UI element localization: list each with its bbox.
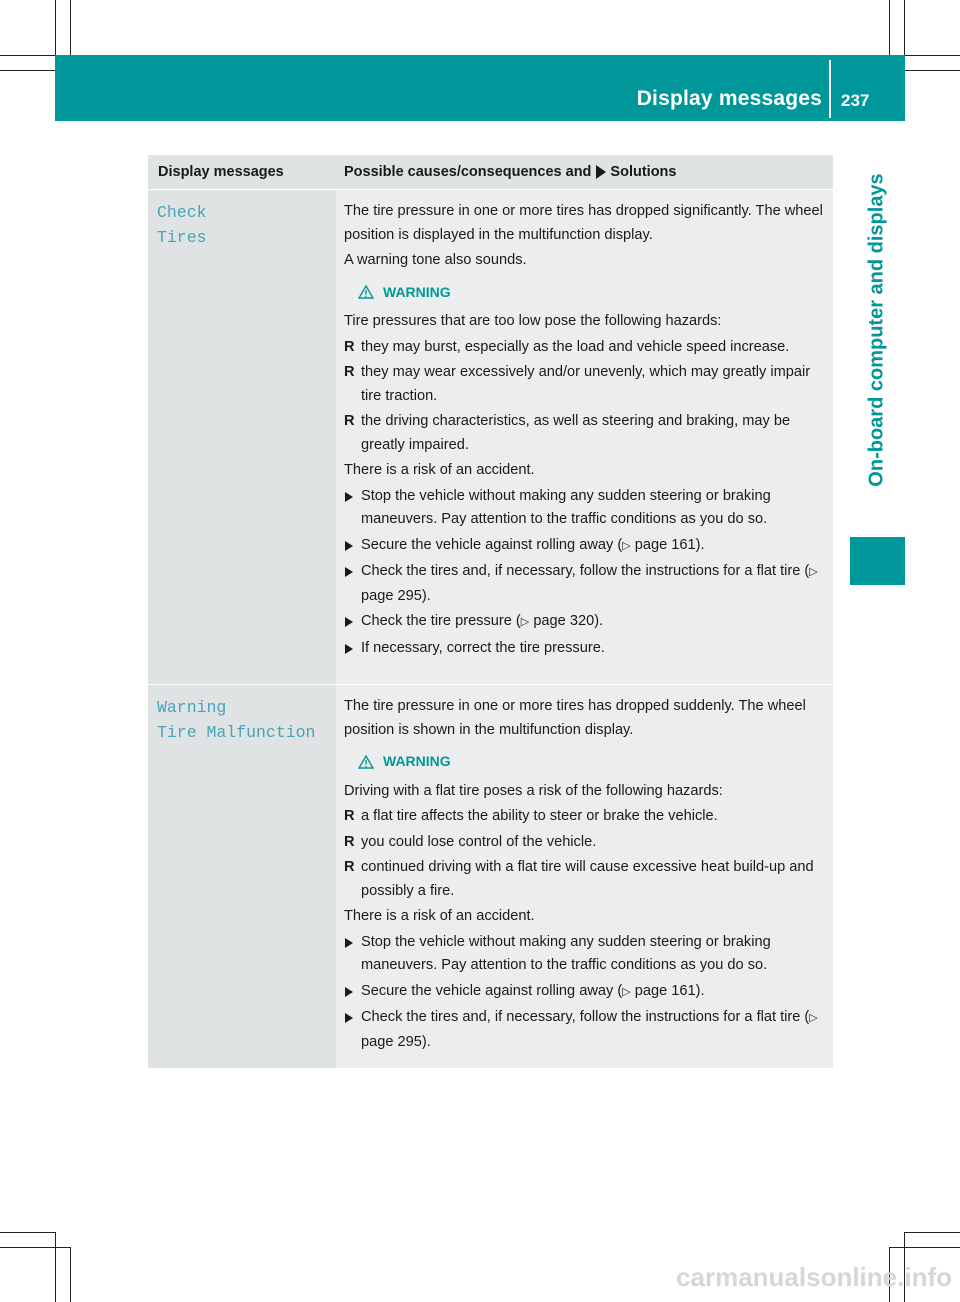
warning-triangle-icon	[358, 285, 374, 299]
display-message-line: Warning	[157, 698, 227, 717]
warning-label: WARNING	[383, 283, 451, 300]
hazard-text: a flat tire affects the ability to steer or brake the vehicle.	[361, 808, 718, 824]
hazard-item	[344, 410, 827, 457]
step-item	[344, 610, 827, 635]
crop-mark	[890, 1247, 960, 1248]
hazard-item	[344, 361, 827, 408]
step-text: Check the tires and, if necessary, follow the instructions for a flat tire (	[361, 1009, 810, 1025]
display-message-line: Tire Malfunction	[157, 723, 316, 742]
causes-cell	[336, 190, 833, 684]
page-ref-link[interactable]: page 295).	[361, 587, 431, 604]
page-ref-icon: ▷	[809, 566, 818, 578]
hazard-text: you could lose control of the vehicle.	[361, 833, 597, 850]
step-text: If necessary, correct the tire pressure.	[361, 639, 605, 656]
column-header-causes	[336, 164, 833, 180]
page-title: Display messages	[636, 87, 822, 110]
display-messages-table	[148, 155, 833, 1068]
step-arrow-icon	[345, 492, 353, 502]
watermark: carmanualsonline.info	[676, 1262, 952, 1292]
crop-mark	[0, 1232, 55, 1233]
bullet-icon: R	[344, 833, 355, 850]
page-ref-icon: ▷	[809, 1012, 818, 1024]
step-item	[344, 534, 827, 559]
step-text: Check the tires and, if necessary, follow the instructions for a flat tire (	[361, 563, 810, 579]
warning-triangle-icon	[358, 755, 374, 769]
step-arrow-icon	[345, 938, 353, 948]
hazard-item	[344, 856, 827, 903]
hazard-intro: Driving with a flat tire poses a risk of the following hazards:	[344, 782, 723, 799]
crop-mark	[55, 1232, 56, 1302]
warning-heading	[358, 750, 827, 774]
step-text: Stop the vehicle without making any sudden steering or braking maneuvers. Pay attention to the traffic conditions as you do so.	[361, 487, 771, 527]
risk-text: There is a risk of an accident.	[344, 462, 535, 478]
step-arrow-icon	[345, 644, 353, 654]
column-header-causes-text: Possible causes/consequences and	[344, 164, 592, 180]
hazard-intro: Tire pressures that are too low pose the following hazards:	[344, 313, 722, 329]
bullet-icon: R	[344, 364, 355, 380]
step-item	[344, 1006, 827, 1054]
crop-mark	[889, 0, 890, 55]
step-item	[344, 980, 827, 1005]
table-row	[148, 684, 833, 1068]
crop-mark	[70, 0, 71, 55]
step-item	[344, 931, 827, 978]
page-ref-link[interactable]: page 295).	[361, 1033, 431, 1050]
page-ref-link[interactable]: page 161).	[630, 982, 705, 999]
step-arrow-icon	[345, 1013, 353, 1023]
table-row	[148, 189, 833, 684]
step-arrow-icon	[345, 541, 353, 551]
hazard-item	[344, 831, 827, 855]
page-ref-icon: ▷	[520, 616, 530, 628]
step-arrow-icon	[345, 987, 353, 997]
step-item	[344, 485, 827, 532]
column-header-messages: Display messages	[158, 164, 284, 180]
step-arrow-icon	[345, 567, 353, 577]
display-message-line: Tires	[157, 228, 207, 247]
hazard-item	[344, 336, 827, 360]
bullet-icon: R	[344, 338, 355, 355]
risk-text: There is a risk of an accident.	[344, 908, 535, 924]
page-ref-link[interactable]: page 161).	[630, 536, 705, 553]
hazard-text: continued driving with a flat tire will cause excessive heat build-up and possibly a fire.	[361, 859, 814, 899]
crop-mark	[0, 70, 55, 71]
causes-cell	[336, 685, 833, 1068]
intro-text: A warning tone also sounds.	[344, 252, 527, 268]
warning-heading	[358, 281, 827, 305]
step-item	[344, 637, 827, 661]
warning-label: WARNING	[383, 753, 451, 769]
crop-mark	[70, 1247, 71, 1302]
crop-mark	[905, 1232, 960, 1233]
step-text: Secure the vehicle against rolling away (	[361, 982, 623, 999]
hazard-text: they may wear excessively and/or unevenly, which may greatly impair tire traction.	[361, 364, 811, 404]
hazard-text: the driving characteristics, as well as steering and braking, may be greatly impaired.	[361, 413, 791, 453]
table-header	[148, 155, 833, 189]
message-cell	[148, 190, 336, 684]
message-cell	[148, 685, 336, 1068]
display-message-line: Check	[157, 203, 207, 222]
step-arrow-icon	[345, 617, 353, 627]
crop-mark	[905, 70, 960, 71]
intro-text: The tire pressure in one or more tires has dropped suddenly. The wheel position is shown in the multifunction display.	[344, 698, 806, 738]
header-separator	[829, 60, 831, 118]
step-text: Check the tire pressure (	[361, 613, 521, 629]
bullet-icon: R	[344, 808, 355, 824]
step-text: Secure the vehicle against rolling away (	[361, 536, 623, 553]
column-header-solutions-text: Solutions	[610, 164, 677, 180]
step-item	[344, 560, 827, 608]
page-ref-link[interactable]: page 320).	[529, 613, 604, 629]
solution-arrow-icon	[596, 165, 606, 179]
page-number: 237	[841, 91, 870, 110]
bullet-icon: R	[344, 413, 355, 429]
bullet-icon: R	[344, 859, 355, 875]
page-ref-icon: ▷	[622, 985, 631, 998]
hazard-item	[344, 805, 827, 829]
page-ref-icon: ▷	[622, 539, 631, 552]
intro-text: The tire pressure in one or more tires has dropped significantly. The wheel position is displayed in the multifunction display.	[344, 203, 823, 243]
section-side-tab: On-board computer and displays	[865, 173, 888, 487]
step-text: Stop the vehicle without making any sudden steering or braking maneuvers. Pay attention to the traffic conditions as you do so.	[361, 933, 771, 973]
hazard-text: they may burst, especially as the load and vehicle speed increase.	[361, 338, 790, 355]
crop-mark	[0, 1247, 70, 1248]
section-marker-block	[850, 537, 905, 585]
